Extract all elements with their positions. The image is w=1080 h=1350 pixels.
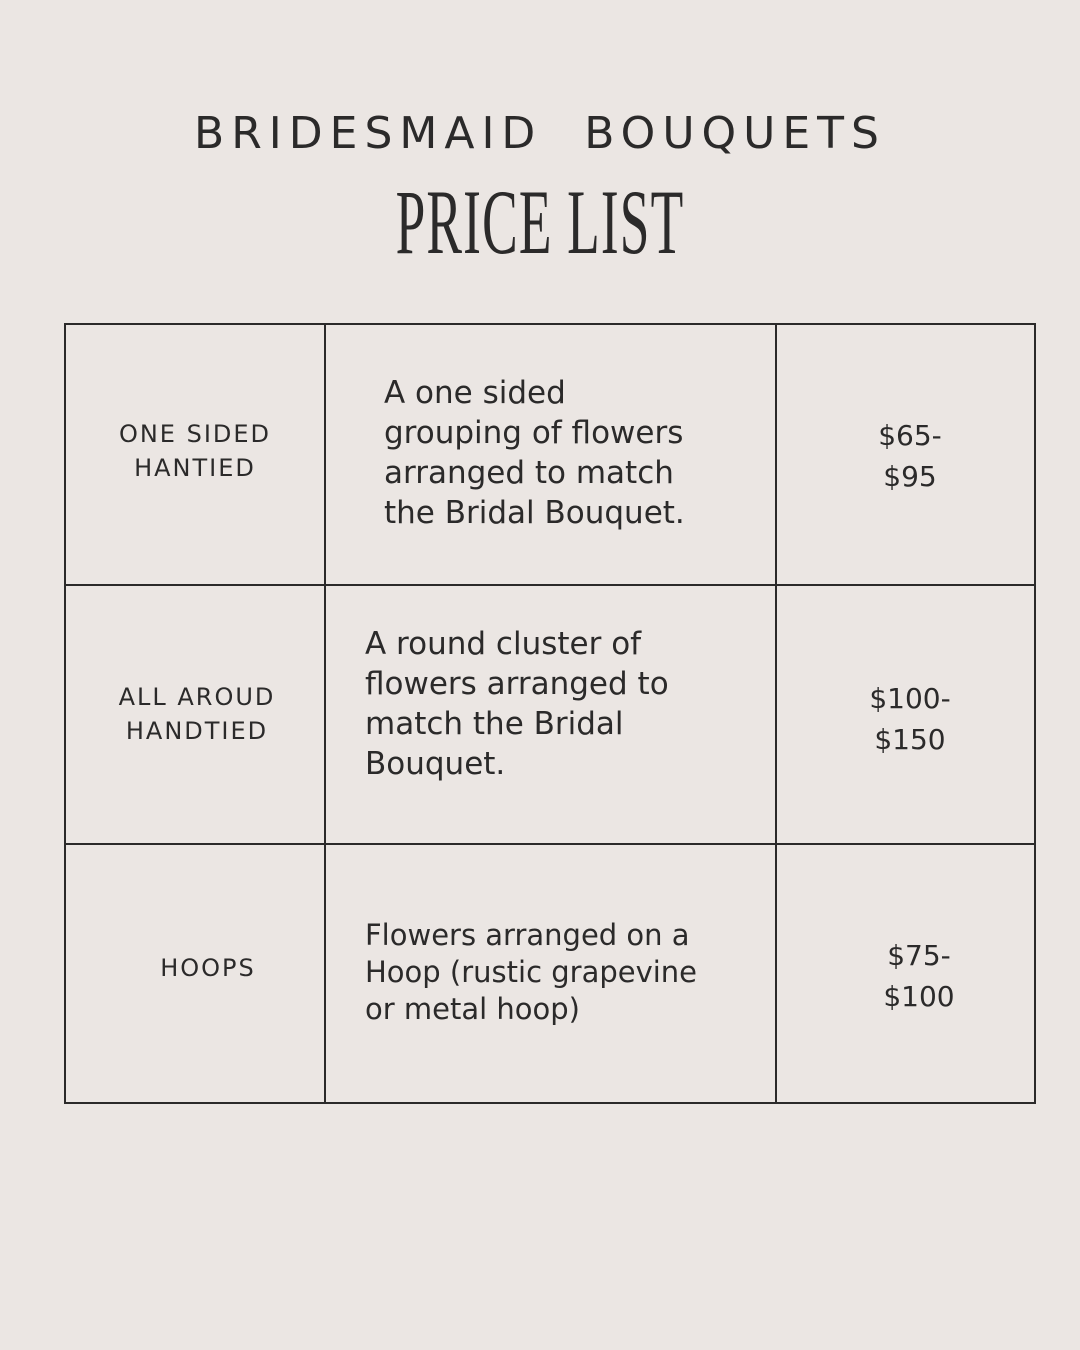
table-row-1-price-cell xyxy=(777,325,1034,586)
bouquet-description: Flowers arranged on a Hoop (rustic grapevine or metal hoop) xyxy=(365,918,698,1026)
bouquet-price: $75- $100 xyxy=(883,939,955,1013)
bouquet-description: A one sided grouping of flowers arranged to match the Bridal Bouquet. xyxy=(384,375,685,531)
bouquet-name: ALL AROUD HANDTIED xyxy=(118,683,276,745)
bouquet-name: ONE SIDED HANTIED xyxy=(118,420,272,482)
table-row-1-name-cell xyxy=(66,325,326,586)
table-row-1-description-cell xyxy=(326,325,777,586)
table-row-2-name-cell xyxy=(66,586,326,845)
page-subtitle: PRICE LIST xyxy=(395,171,685,273)
bouquet-price: $100- $150 xyxy=(869,682,951,756)
bouquet-description: A round cluster of flowers arranged to match the Bridal Bouquet. xyxy=(365,626,669,782)
table-row-2-description-cell xyxy=(326,586,777,845)
table-row-3-description-cell xyxy=(326,845,777,1102)
bouquet-price: $65- $95 xyxy=(878,419,942,493)
price-table xyxy=(64,323,1036,1104)
table-row-3-price-cell xyxy=(777,845,1034,1102)
page-title: BRIDESMAID BOUQUETS xyxy=(194,108,886,159)
table-row-3-name-cell xyxy=(66,845,326,1102)
table-row-2-price-cell xyxy=(777,586,1034,845)
bouquet-name: HOOPS xyxy=(160,954,256,982)
